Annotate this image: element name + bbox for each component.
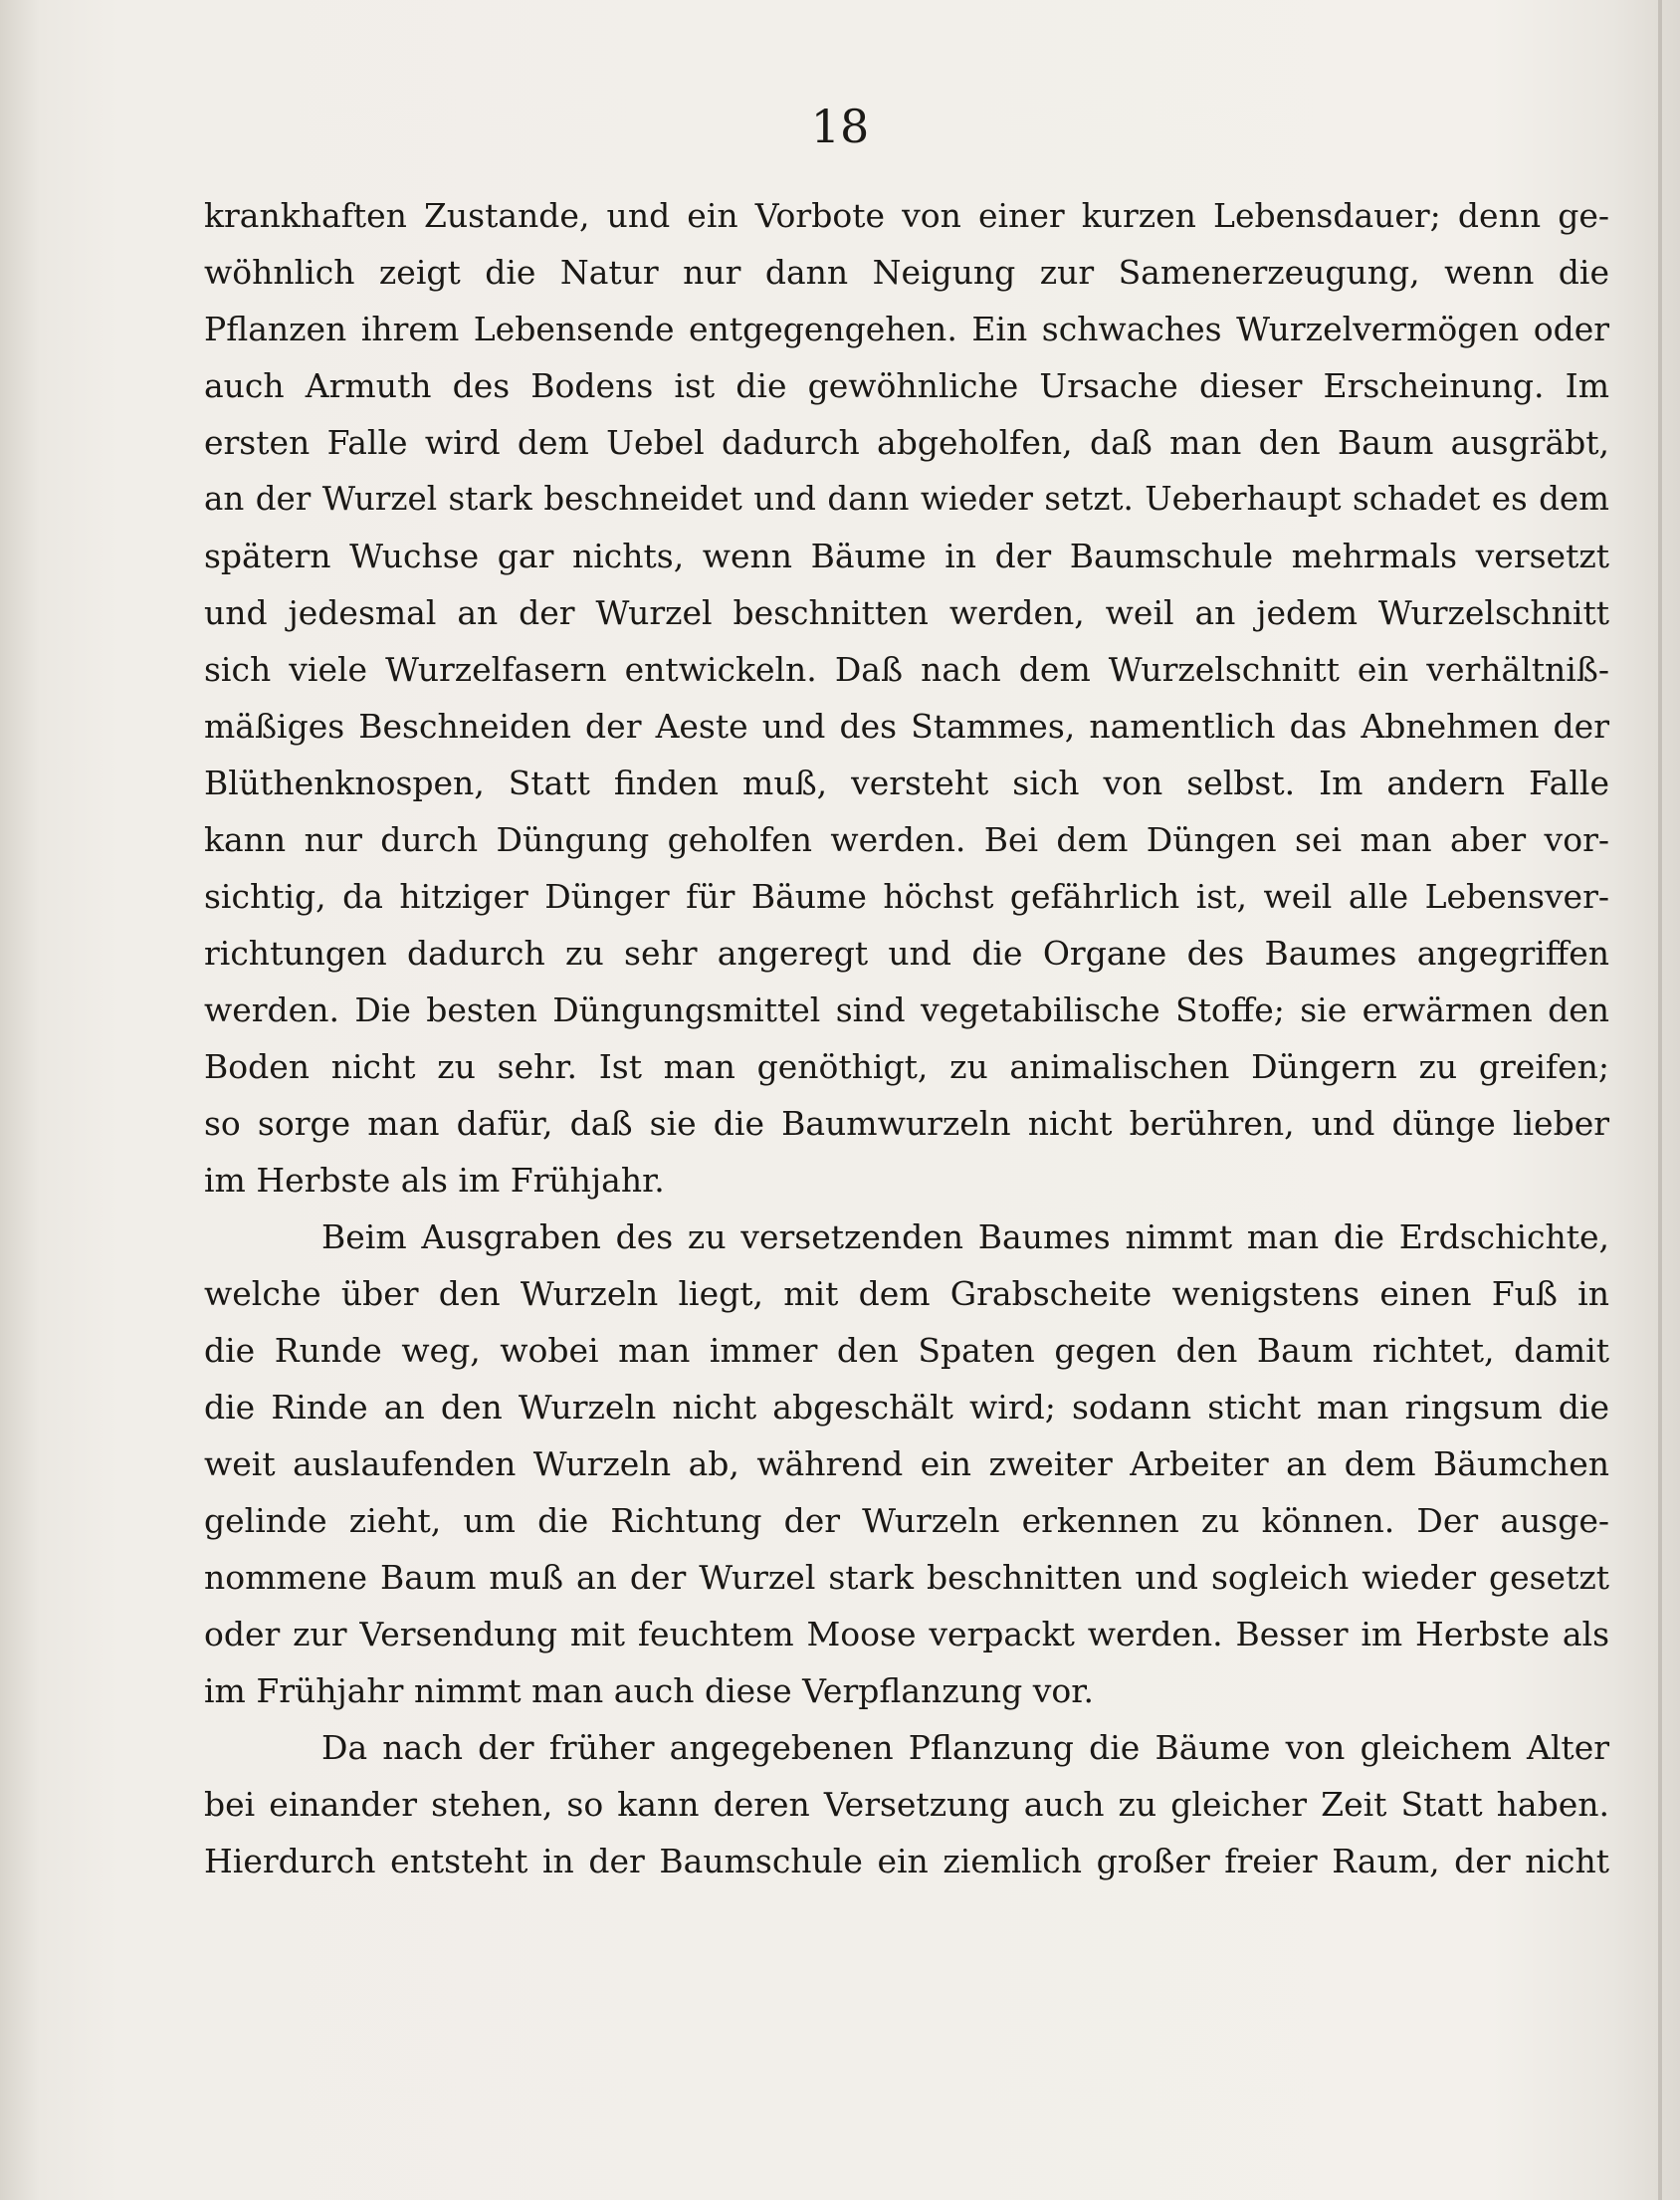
text-line: sichtig, da hitziger Dünger für Bäume höchst gefährlich ist, weil alle Lebensver-: [204, 877, 1609, 916]
page-number: 18: [810, 100, 870, 153]
text-line: die Rinde an den Wurzeln nicht abgeschält wird; sodann sticht man ringsum die: [204, 1388, 1609, 1427]
text-line: Pflanzen ihrem Lebensende entgegengehen. Ein schwaches Wurzelvermögen oder: [204, 310, 1609, 348]
text-line: Blüthenknospen, Statt finden muß, versteht sich von selbst. Im andern Falle: [204, 764, 1609, 802]
text-line: nommene Baum muß an der Wurzel stark beschnitten und sogleich wieder gesetzt: [204, 1558, 1609, 1597]
body-text: [204, 187, 1609, 1889]
text-line: bei einander stehen, so kann deren Versetzung auch zu gleicher Zeit Statt haben.: [204, 1785, 1609, 1824]
text-line: Da nach der früher angegebenen Pflanzung die Bäume von gleichem Alter: [321, 1728, 1609, 1767]
page-edge-shadow: [1658, 0, 1662, 2200]
paragraph-1: [204, 187, 1609, 1209]
text-line: spätern Wuchse gar nichts, wenn Bäume in der Baumschule mehrmals versetzt: [204, 537, 1609, 575]
paragraph-3: [204, 1719, 1609, 1889]
text-line: oder zur Versendung mit feuchtem Moose verpackt werden. Besser im Herbste als: [204, 1615, 1609, 1653]
text-line: welche über den Wurzeln liegt, mit dem Grabscheite wenigstens einen Fuß in: [204, 1274, 1609, 1313]
text-line: auch Armuth des Bodens ist die gewöhnliche Ursache dieser Erscheinung. Im: [204, 366, 1609, 405]
text-line: sich viele Wurzelfasern entwickeln. Daß nach dem Wurzelschnitt ein verhältniß-: [204, 650, 1609, 689]
text-line: im Herbste als im Frühjahr.: [204, 1161, 665, 1200]
text-line: gelinde zieht, um die Richtung der Wurzeln erkennen zu können. Der ausge-: [204, 1501, 1609, 1540]
text-line: krankhaften Zustande, und ein Vorbote von einer kurzen Lebensdauer; denn ge-: [204, 196, 1609, 235]
text-line: werden. Die besten Düngungsmittel sind vegetabilische Stoffe; sie erwärmen den: [204, 990, 1609, 1029]
text-line: im Frühjahr nimmt man auch diese Verpflanzung vor.: [204, 1671, 1094, 1710]
text-line: Boden nicht zu sehr. Ist man genöthigt, zu animalischen Düngern zu greifen;: [204, 1047, 1609, 1086]
text-line: so sorge man dafür, daß sie die Baumwurzeln nicht berühren, und dünge lieber: [204, 1104, 1609, 1143]
text-line: an der Wurzel stark beschneidet und dann wieder setzt. Ueberhaupt schadet es dem: [204, 480, 1609, 518]
paragraph-2: [204, 1209, 1609, 1719]
text-line: Beim Ausgraben des zu versetzenden Baumes nimmt man die Erdschichte,: [321, 1217, 1609, 1256]
text-line: und jedesmal an der Wurzel beschnitten werden, weil an jedem Wurzelschnitt: [204, 593, 1609, 632]
text-line: kann nur durch Düngung geholfen werden. Bei dem Düngen sei man aber vor-: [204, 820, 1609, 859]
text-line: mäßiges Beschneiden der Aeste und des Stammes, namentlich das Abnehmen der: [204, 707, 1609, 746]
text-line: richtungen dadurch zu sehr angeregt und die Organe des Baumes angegriffen: [204, 934, 1609, 973]
text-line: wöhnlich zeigt die Natur nur dann Neigung zur Samenerzeugung, wenn die: [204, 253, 1609, 292]
text-line: weit auslaufenden Wurzeln ab, während ein zweiter Arbeiter an dem Bäumchen: [204, 1444, 1609, 1483]
text-line: ersten Falle wird dem Uebel dadurch abgeholfen, daß man den Baum ausgräbt,: [204, 423, 1609, 462]
text-line: Hierdurch entsteht in der Baumschule ein ziemlich großer freier Raum, der nicht: [204, 1842, 1609, 1880]
text-line: die Runde weg, wobei man immer den Spaten gegen den Baum richtet, damit: [204, 1331, 1609, 1370]
